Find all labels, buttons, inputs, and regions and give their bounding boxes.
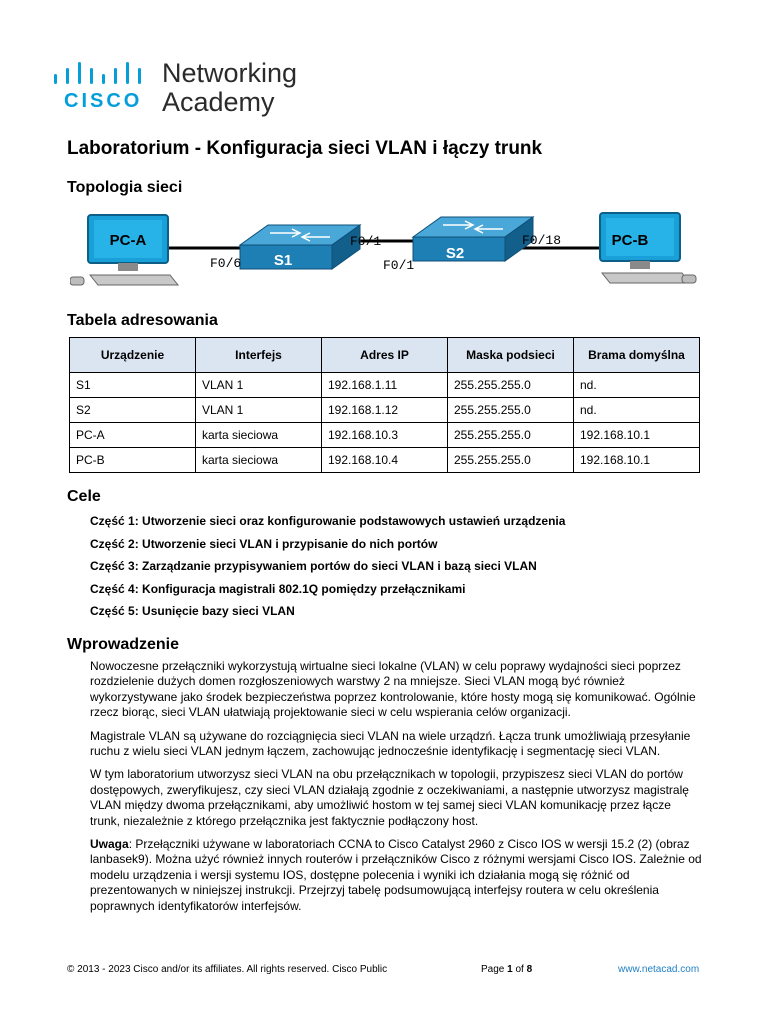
s2-device — [413, 217, 533, 262]
table-cell: 192.168.10.1 — [574, 423, 700, 448]
addressing-table — [69, 337, 700, 473]
pc-b-keyboard-icon — [602, 273, 690, 283]
s1-device — [240, 225, 360, 269]
table-header-row — [70, 338, 700, 373]
table-row — [70, 398, 700, 423]
table-cell: nd. — [574, 373, 700, 398]
topology-heading: Topologia sieci — [67, 179, 183, 196]
goal-item: Część 2: Utworzenie sieci VLAN i przypisanie do nich portów — [90, 536, 438, 551]
logo-line-networking: Networking — [162, 58, 298, 88]
intro-body — [90, 659, 702, 922]
goal-item: Część 1: Utworzenie sieci oraz konfigurowanie podstawowych ustawień urządzenia — [90, 514, 566, 528]
port-label-s2-s1: F0/1 — [383, 258, 415, 273]
intro-paragraph: Magistrale VLAN są używane do rozciągnięcia sieci VLAN na wiele urządzń. Łącza trunk umożliwiają przesyłanie ruchu z wielu sieci VLAN jednym łączem, zachowując jednocześnie identyfikację i segmentację sieci VLAN. — [90, 728, 691, 759]
goals-list — [90, 514, 565, 627]
col-header: Maska podsieci — [448, 338, 574, 373]
col-header: Urządzenie — [70, 338, 196, 373]
table-cell: nd. — [574, 398, 700, 423]
table-cell: 255.255.255.0 — [448, 398, 574, 423]
table-cell: 255.255.255.0 — [448, 373, 574, 398]
intro-heading: Wprowadzenie — [67, 636, 180, 653]
goal-item: Część 3: Zarządzanie przypisywaniem portów do sieci VLAN i bazą sieci VLAN — [90, 559, 537, 573]
intro-note — [90, 837, 702, 914]
logo-line-academy: Academy — [162, 87, 275, 117]
pc-b-label: PC-B — [611, 232, 649, 249]
page-current: 1 — [507, 964, 513, 975]
table-cell: PC-A — [70, 423, 196, 448]
pc-a-device — [70, 215, 178, 285]
port-label-s1-s2: F0/1 — [350, 234, 382, 249]
table-cell: VLAN 1 — [196, 373, 322, 398]
footer-page-number — [481, 964, 532, 975]
port-label-s2-pcb: F0/18 — [522, 233, 562, 248]
s1-label: S1 — [273, 252, 293, 269]
table-cell: karta sieciowa — [196, 423, 322, 448]
footer-url-link[interactable]: www.netacad.com — [618, 964, 700, 975]
table-cell: 192.168.1.11 — [322, 373, 448, 398]
table-cell: S2 — [70, 398, 196, 423]
table-row — [70, 423, 700, 448]
s2-label: S2 — [445, 245, 465, 262]
page-of: of — [512, 964, 527, 975]
page-title: Laboratorium - Konfiguracja sieci VLAN i łączy trunk — [67, 138, 543, 159]
table-cell: 255.255.255.0 — [448, 448, 574, 473]
table-cell: VLAN 1 — [196, 398, 322, 423]
table-row — [70, 373, 700, 398]
table-row — [70, 448, 700, 473]
goals-heading: Cele — [67, 488, 101, 505]
page-total: 8 — [526, 964, 533, 975]
goal-item: Część 4: Konfiguracja magistrali 802.1Q pomiędzy przełącznikami — [90, 581, 466, 596]
page-prefix: Page — [481, 964, 508, 975]
cisco-networking-academy-logo — [52, 58, 312, 118]
note-label: Uwaga — [90, 837, 129, 852]
table-cell: PC-B — [70, 448, 196, 473]
pc-b-device — [600, 213, 696, 283]
table-cell: 192.168.1.12 — [322, 398, 448, 423]
cisco-bridge-icon — [52, 62, 142, 92]
port-label-pca-s1: F0/6 — [210, 256, 242, 271]
goal-item: Część 5: Usunięcie bazy sieci VLAN — [90, 604, 295, 618]
note-text: : Przełączniki używane w laboratoriach CCNA to Cisco Catalyst 2960 z Cisco IOS w wersji 15.2 (2) (obraz lanbasek9). Można użyć również innych routerów i przełączników Cisco z różnymi wersjami Cisco IOS. Zależnie od modelu urządzenia i wersji systemu IOS, dostępne polecenia i wyniki ich działania mogą się różnić od prezentowanych w niniejszej instrukcji. Przejrzyj tabelę podsumowującą interfejsy routera w celu określenia poprawnych identyfikatorów interfejsów. — [90, 837, 702, 913]
table-cell: 192.168.10.3 — [322, 423, 448, 448]
table-cell: 192.168.10.1 — [574, 448, 700, 473]
col-header: Brama domyślna — [574, 338, 700, 373]
cisco-wordmark: CISCO — [64, 90, 143, 112]
pc-a-label: PC-A — [109, 232, 147, 249]
table-cell: S1 — [70, 373, 196, 398]
table-cell: 192.168.10.4 — [322, 448, 448, 473]
intro-paragraph: W tym laboratorium utworzysz sieci VLAN na obu przełącznikach w topologii, przypiszesz sieci VLAN do portów dostępowych, zweryfikujesz, czy sieci VLAN działają zgodnie z oczekiwaniami, a następnie utworzysz magistralę VLAN między dwoma przełącznikami, aby umożliwić hostom w tej samej sieci VLAN komunikację przez łącze trunk, niezależnie z którego przełącznika jest faktycznie podłączony host. — [90, 767, 689, 828]
topology-diagram — [70, 205, 700, 300]
intro-paragraph: Nowoczesne przełączniki wykorzystują wirtualne sieci lokalne (VLAN) w celu poprawy wydajności sieci poprzez rozdzielenie dużych domen rozgłoszeniowych warstwy 2 na mniejsze. Sieci VLAN mogą być również wykorzystywane jako środek bezpieczeństwa poprzez kontrolowanie, które hosty mogą się komunikować. Ogólnie rzecz biorąc, sieci VLAN ułatwiają projektowanie sieci w celu wspierania celów organizacji. — [90, 659, 696, 720]
col-header: Interfejs — [196, 338, 322, 373]
table-cell: 255.255.255.0 — [448, 423, 574, 448]
col-header: Adres IP — [322, 338, 448, 373]
table-cell: karta sieciowa — [196, 448, 322, 473]
footer-copyright: © 2013 - 2023 Cisco and/or its affiliates. All rights reserved. Cisco Public — [67, 964, 388, 975]
addressing-heading: Tabela adresowania — [67, 312, 218, 329]
pc-a-keyboard-icon — [90, 275, 178, 285]
